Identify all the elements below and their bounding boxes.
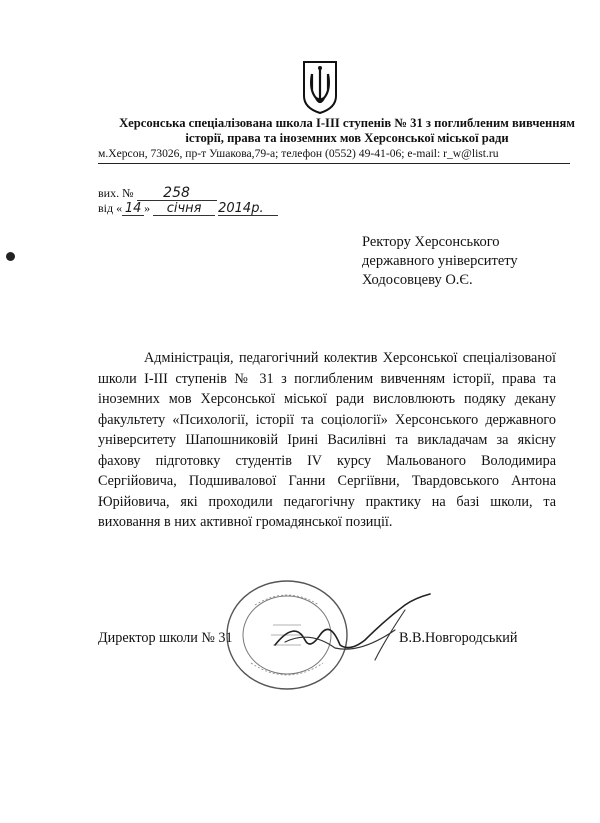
- director-name: В.В.Новгородський: [399, 630, 518, 646]
- margin-mark: [6, 252, 15, 261]
- outgoing-date: [98, 201, 278, 216]
- letter-body: [98, 348, 556, 533]
- addressee-line3: Ходосовцеву О.Є.: [362, 272, 473, 288]
- outgoing-number-value: 258: [137, 187, 217, 201]
- addressee-line2: державного університету: [362, 253, 518, 269]
- outgoing-number: [98, 186, 217, 201]
- school-name-line2: історії, права та іноземних мов Херсонської міської ради: [185, 131, 509, 145]
- body-paragraph: Адміністрація, педагогічний колектив Херсонської спеціалізованої школи І-ІІІ ступенів № 31 з поглибленим вивченням історії, права та іноземних мов Херсонської міської ради висловлюють подяку декану факультету «Психології, історії та соціології» Херсонського державного університету Шапошниковій Ірині Василівні та викладачам за якісну фахову підготовку студентів IV курсу Мальованого Володимира Сергійовича, Подшивалової Ганни Сергіївни, Твардовського Антона Юрійовича, які проходили педагогічну практику на базі школи, та виховання в них активної громадянської позиції.: [98, 350, 556, 530]
- director-position: Директор школи № 31: [98, 630, 233, 646]
- contact-info: м.Херсон, 73026, пр-т Ушакова,79-а; телефон (0552) 49-41-06; e-mail: r_w@list.ru: [98, 147, 499, 160]
- date-year: 2014р.: [218, 202, 278, 216]
- date-day: 14: [122, 202, 144, 216]
- date-separator: »: [144, 201, 151, 215]
- addressee-line1: Ректору Херсонського: [362, 234, 500, 250]
- trident-coat-of-arms-icon: [302, 60, 338, 114]
- header-divider: [98, 163, 570, 164]
- date-month: січня: [153, 202, 215, 216]
- school-name-line1: Херсонська спеціалізована школа І-ІІІ ступенів № 31 з поглибленим вивченням: [119, 116, 575, 130]
- date-prefix: від «: [98, 201, 123, 215]
- outgoing-number-label: вих. №: [98, 186, 134, 200]
